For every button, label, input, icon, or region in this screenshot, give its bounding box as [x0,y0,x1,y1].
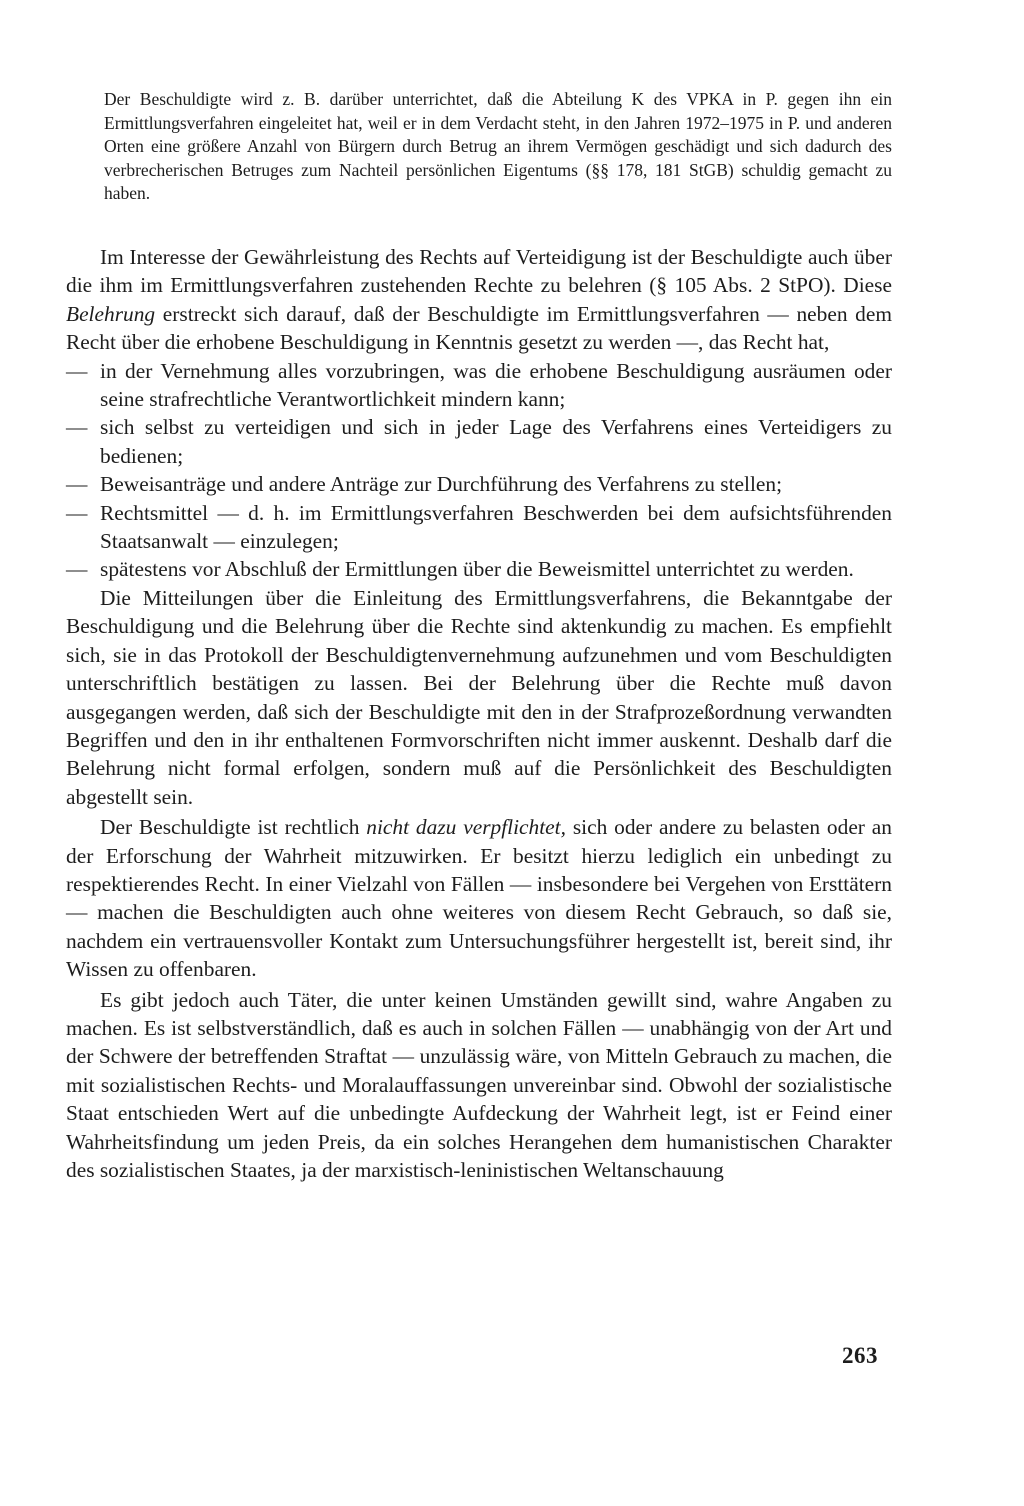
list-dash: — [66,557,88,582]
list-item-text: sich selbst zu verteidigen und sich in jeder Lage des Verfahrens eines Verteidigers zu bedienen; [100,415,892,468]
list-item [66,357,892,414]
pflicht-paragraph [66,813,892,983]
list-item [66,499,892,556]
list-item [66,555,892,583]
pflicht-text-start: Der Beschuldigte ist rechtlich [100,815,367,840]
list-item [66,470,892,498]
list-item-text: in der Vernehmung alles vorzubringen, was die erhobene Beschuldigung ausräumen oder seine strafrechtliche Verantwortlichkeit mindern kann; [100,358,892,412]
list-item-text: Rechtsmittel — d. h. im Ermittlungsverfahren Beschwerden bei dem aufsichtsführenden Staatsanwalt — einzulegen; [100,500,892,554]
list-dash: — [66,415,88,440]
mitteilungen-paragraph: Die Mitteilungen über die Einleitung des Ermittlungsverfahrens, die Bekanntgabe der Beschuldigung und die Belehrung über die Rechte sind aktenkundig zu machen. Es empfiehlt sich, sie in das Protokoll der Beschuldigtenvernehmung aufzunehmen und vom Beschuldigten unterschriftlich bestätigen zu lassen. Bei der Belehrung über die Rechte muß davon ausgegangen werden, daß sich der Beschuldigte mit den in der Strafprozeßordnung verwandten Begriffen und den in ihr enthaltenen Formvorschriften nicht immer auskennt. Deshalb darf die Belehrung nicht formal erfolgen, sondern muß auf die Persönlichkeit des Beschuldigten abgestellt sein. [66,585,892,809]
list-item-text: spätestens vor Abschluß der Ermittlungen über die Beweismittel unterrichtet zu werden. [100,557,854,582]
rights-list [66,357,892,584]
pflicht-emphasis: nicht dazu verpflichtet, [366,815,566,840]
list-dash: — [66,472,88,497]
list-item [66,413,892,470]
example-paragraph: Der Beschuldigte wird z. B. darüber unterrichtet, daß die Abteilung K des VPKA in P. gegen ihn ein Ermittlungsverfahren eingeleitet hat, weil er in dem Verdacht steht, in den Jahren 1972–1975 in P. und anderen Orten eine größere Anzahl von Bürgern durch Betrug an ihrem Vermögen geschädigt und sich dadurch des verbrecherischen Betruges zum Nachteil persönlichen Eigentums (§§ 178, 181 StGB) schuldig gemacht zu haben. [104,89,892,204]
main-text [66,243,892,1184]
intro-paragraph [66,243,892,357]
pflicht-text-end: sich oder andere zu belasten oder an der Erforschung der Wahrheit mitzuwirken. Er besitzt hierzu lediglich ein unbedingt zu respektierendes Recht. In einer Vielzahl von Fällen — insbesondere bei Vergehen von Ersttätern — machen die Beschuldigten auch ohne weiteres von diesem Recht Gebrauch, so daß sie, nachdem ein vertrauensvoller Kontakt zum Untersuchungsführer hergestellt ist, bereit sind, ihr Wissen zu offenbaren. [66,815,892,982]
intro-text-end: erstreckt sich darauf, daß der Beschuldigte im Ermittlungsverfahren — neben dem Recht über die erhobene Beschuldigung in Kenntnis gesetzt zu werden —, das Recht hat, [66,301,892,355]
taeter-paragraph: Es gibt jedoch auch Täter, die unter keinen Umständen gewillt sind, wahre Angaben zu machen. Es ist selbstverständlich, daß es auch in solchen Fällen — unabhängig von der Art und der Schwere der betreffenden Straftat — unzulässig wäre, von Mitteln Gebrauch zu machen, die mit sozialistischen Rechts- und Moralauffassungen unvereinbar sind. Obwohl der sozialistische Staat entschieden Wert auf die unbedingte Aufdeckung der Wahrheit legt, ist er Feind einer Wahrheitsfindung um jeden Preis, da ein solches Herangehen dem humanistischen Charakter des sozialistischen Staates, ja der marxistisch-leninistischen Weltanschauung [66,987,892,1182]
list-dash: — [66,358,88,383]
intro-text-start: Im Interesse der Gewährleistung des Rechts auf Verteidigung ist der Beschuldigte auch über die ihm im Ermittlungsverfahren zustehenden Rechte zu belehren (§ 105 Abs. 2 StPO). Diese [66,245,892,298]
list-dash: — [66,500,88,525]
page-number: 263 [842,1343,878,1368]
intro-emphasis: Belehrung [66,301,156,326]
list-item-text: Beweisanträge und andere Anträge zur Durchführung des Verfahrens zu stellen; [100,472,783,497]
